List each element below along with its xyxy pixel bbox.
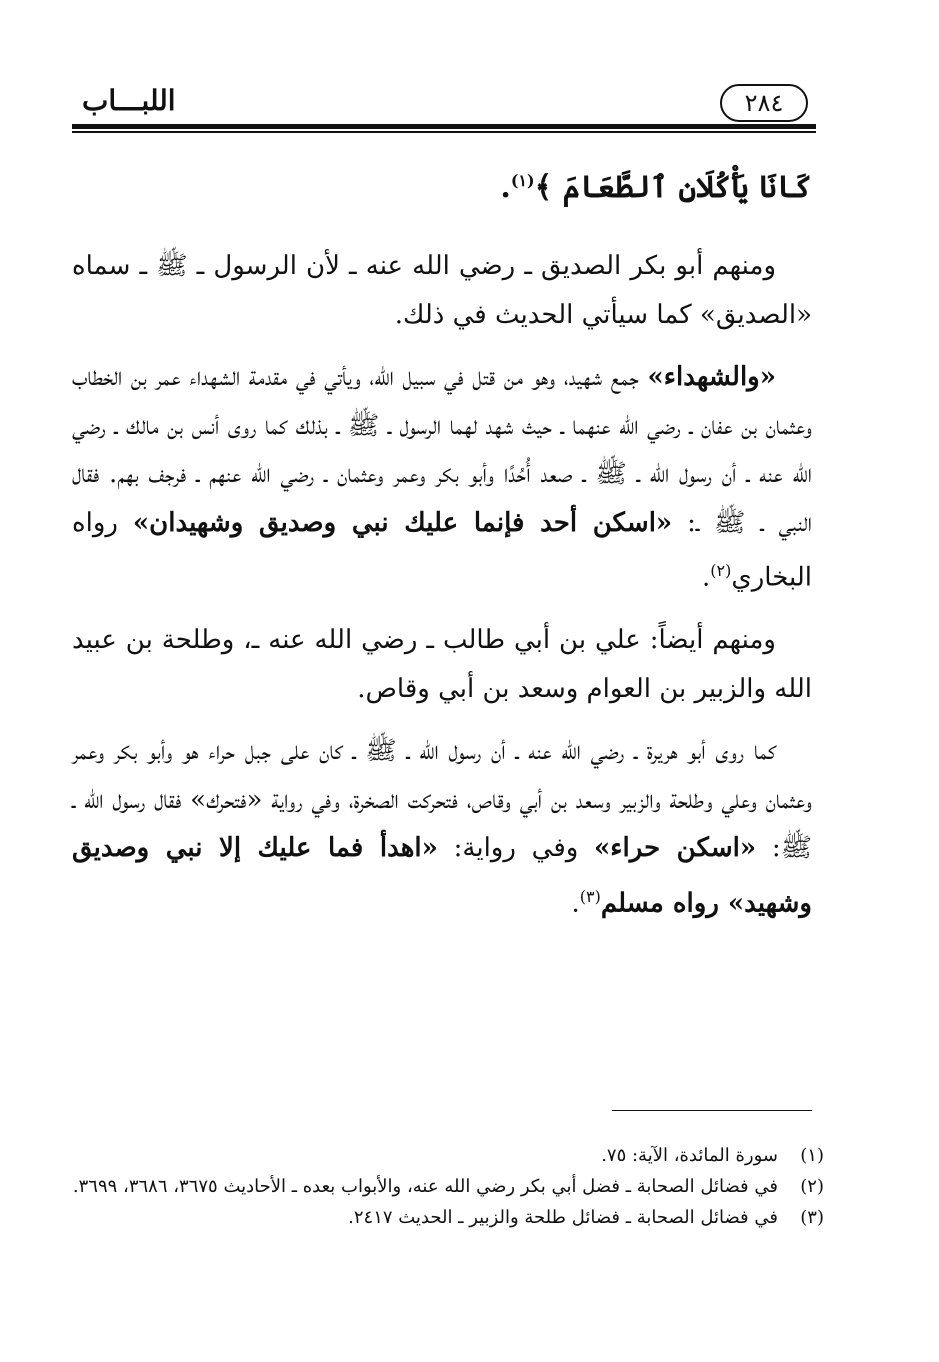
running-title: اللبـــاب [82, 84, 176, 117]
paragraph-2-end: . [702, 562, 711, 593]
paragraph-4-text-1: كما روى أبو هريرة ـ رضي الله عنه ـ أن رسول الله ـ ﷺ ـ كان على جبل حراء هو وأبو بكر وعمر وعثمان وعلي وطلحة والزبير وسعد بن أبي وقاص، فتحركت الصخرة، وفي رواية «فتحرك» فقال رسول الله ـ ﷺ: [72, 736, 812, 864]
footnote-2 [72, 1171, 824, 1202]
main-text [72, 242, 812, 942]
quran-verse-line [72, 170, 812, 205]
paragraph-4-end: . [571, 888, 580, 919]
paragraph-4-text-2: وفي رواية: [437, 833, 595, 864]
footnote-ref-2[interactable]: (٢) [710, 561, 732, 580]
footnote-ref-3[interactable]: (٣) [579, 886, 601, 906]
term-shuhada: «والشهداء» [647, 362, 776, 392]
hadith-quote-1: «اسكن أحد فإنما عليك نبي وصديق وشهيدان» [132, 507, 673, 538]
footnote-number: (٣) [800, 1207, 824, 1228]
footnote-text: سورة المائدة، الآية: ٧٥. [601, 1145, 778, 1166]
hadith-quote-2: «اسكن حراء» [594, 833, 757, 864]
footnote-number: (٢) [800, 1176, 824, 1197]
quran-end: . [500, 170, 511, 205]
footnote-divider [612, 1110, 812, 1111]
quran-verse: كَانَا يَأْكُلَانِ ٱلطَّعَامَ ﴾ [534, 170, 812, 205]
page-header [72, 78, 816, 128]
footnote-text: في فضائل الصحابة ـ فضائل طلحة والزبير ـ الحديث ٢٤١٧. [348, 1207, 778, 1228]
footnote-ref-1[interactable]: (١) [510, 171, 535, 190]
page-number: ٢٨٤ [720, 84, 808, 122]
paragraph-3: ومنهم أيضاً: علي بن أبي طالب ـ رضي الله عنه ـ، وطلحة بن عبيد الله والزبير بن العوام وسعد بن أبي وقاص. [72, 625, 812, 704]
footnotes [72, 1140, 824, 1233]
paragraph-4 [72, 727, 812, 928]
footnote-text: في فضائل الصحابة ـ فضل أبي بكر رضي الله عنه، والأبواب بعده ـ الأحاديث ٣٦٧٥، ٣٦٨٦، ٣٦٩٩. [72, 1176, 778, 1197]
hadith-quote-3: «اهدأ فما عليك إلا نبي وصديق وشهيد» رواه مسلم [72, 833, 812, 919]
paragraph-1: ومنهم أبو بكر الصديق ـ رضي الله عنه ـ لأن الرسول ـ ﷺ ـ سماه «الصديق» كما سيأتي الحديث في ذلك. [72, 251, 812, 330]
header-rule-thin [72, 131, 816, 133]
footnote-1 [72, 1140, 824, 1171]
header-rule-thick [72, 124, 816, 129]
footnote-3 [72, 1202, 824, 1233]
paragraph-2-text-2: رواه البخاري [72, 507, 812, 593]
footnote-number: (١) [800, 1145, 824, 1166]
paragraph-2-text-1: جمع شهيد، وهو من قتل في سبيل الله، ويأتي في مقدمة الشهداء عمر بن الخطاب وعثمان بن عفان ـ رضي الله عنهما ـ حيث شهد لهما الرسول ـ ﷺ ـ بذلك كما روى أنس بن مالك ـ رضي الله عنه ـ أن رسول الله ـ ﷺ ـ صعد أُحُدًا وأبو بكر وعمر وعثمان ـ رضي الله عنهم ـ فرجف بهم. فقال النبي ـ ﷺ ـ: [72, 362, 812, 538]
paragraph-2 [72, 353, 812, 602]
